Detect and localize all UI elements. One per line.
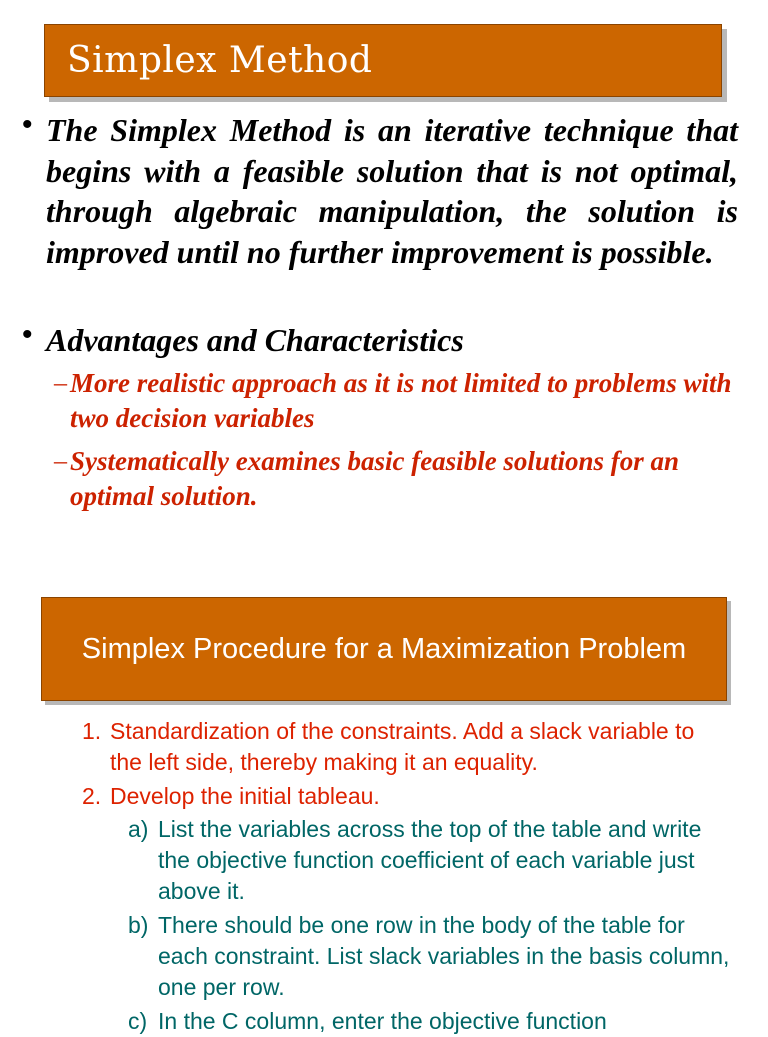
step-number: 1.: [82, 718, 102, 744]
substep-letter: c): [128, 1008, 148, 1034]
procedure-title: Simplex Procedure for a Maximization Problem: [81, 633, 687, 665]
sub-bullet-text: Systematically examines basic feasible solutions for an optimal solution.: [70, 446, 679, 511]
step-number: 2.: [82, 783, 102, 809]
sub-bullet-item: [54, 366, 740, 436]
step-text: Develop the initial tableau.: [110, 783, 380, 809]
bullet-item: [22, 320, 464, 360]
procedure-substep: [128, 910, 730, 1003]
dash-icon: –: [54, 368, 67, 397]
slide-title: Simplex Method: [67, 40, 373, 81]
substep-text: List the variables across the top of the table and write the objective function coefficient of each variable just above it.: [158, 816, 702, 904]
step-text: Standardization of the constraints. Add a slack variable to the left side, thereby making it an equality.: [110, 718, 695, 775]
procedure-title-banner: [41, 597, 727, 701]
bullet-text: The Simplex Method is an iterative technique that begins with a feasible solution that is not optimal, through algebraic manipulation, the solution is improved until no further improvement is possible.: [46, 112, 738, 270]
slide-title-banner: [44, 24, 722, 97]
procedure-step: [82, 781, 380, 812]
procedure-substep: [128, 1006, 730, 1037]
procedure-step: [82, 716, 730, 778]
substep-letter: b): [128, 912, 149, 938]
bullet-icon: •: [22, 108, 33, 141]
substep-text: In the C column, enter the objective function: [158, 1008, 607, 1034]
bullet-icon: •: [22, 318, 33, 351]
bullet-text: Advantages and Characteristics: [46, 322, 464, 358]
bullet-item: [22, 110, 740, 272]
substep-letter: a): [128, 816, 149, 842]
sub-bullet-item: [54, 444, 740, 514]
substep-text: There should be one row in the body of the table for each constraint. List slack variables in the basis column, one per row.: [158, 912, 730, 1000]
dash-icon: –: [54, 446, 67, 475]
procedure-substep: [128, 814, 730, 907]
sub-bullet-text: More realistic approach as it is not limited to problems with two decision variables: [70, 368, 732, 433]
